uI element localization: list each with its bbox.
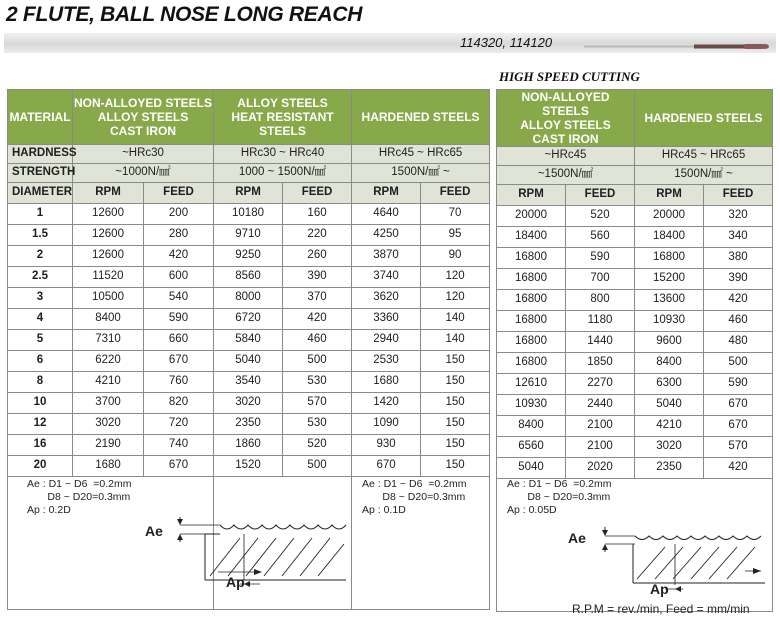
diameter-cell: 1 bbox=[8, 204, 73, 225]
rpm-cell: 16800 bbox=[497, 353, 566, 374]
feed-cell: 150 bbox=[421, 372, 490, 393]
table-row bbox=[8, 267, 490, 288]
rpm-cell: 10930 bbox=[497, 395, 566, 416]
rpm-cell: 16800 bbox=[497, 311, 566, 332]
strength-value: 1500N/㎟ ~ bbox=[635, 166, 773, 185]
rpm-cell: 2350 bbox=[635, 458, 704, 479]
machining-notes: Ae : D1 ~ D6 =0.2mm D8 ~ D20=0.3mm Ap : 0.2D bbox=[27, 478, 132, 516]
feed-cell: 90 bbox=[421, 246, 490, 267]
feed-cell: 1440 bbox=[566, 332, 635, 353]
feed-cell: 670 bbox=[144, 351, 214, 372]
feed-cell: 720 bbox=[144, 414, 214, 435]
rpm-cell: 8560 bbox=[214, 267, 283, 288]
feed-cell: 200 bbox=[144, 204, 214, 225]
feed-cell: 280 bbox=[144, 225, 214, 246]
feed-cell: 570 bbox=[704, 437, 773, 458]
rpm-cell: 18400 bbox=[635, 227, 704, 248]
feed-cell: 500 bbox=[704, 353, 773, 374]
feed-cell: 740 bbox=[144, 435, 214, 456]
hardness-value: HRc45 ~ HRc65 bbox=[635, 147, 773, 166]
feed-cell: 120 bbox=[421, 267, 490, 288]
table-row bbox=[497, 227, 773, 248]
feed-cell: 390 bbox=[283, 267, 352, 288]
ae-label: Ae bbox=[568, 530, 586, 546]
rpm-cell: 12600 bbox=[73, 225, 144, 246]
table-row bbox=[497, 437, 773, 458]
feed-cell: 500 bbox=[283, 351, 352, 372]
rpm-cell: 16800 bbox=[497, 269, 566, 290]
feed-cell: 800 bbox=[566, 290, 635, 311]
diameter-cell: 6 bbox=[8, 351, 73, 372]
rpm-cell: 16800 bbox=[497, 290, 566, 311]
rpm-cell: 2350 bbox=[214, 414, 283, 435]
feed-cell: 140 bbox=[421, 330, 490, 351]
diameter-cell: 20 bbox=[8, 456, 73, 477]
rpm-cell: 16800 bbox=[635, 248, 704, 269]
rpm-cell: 1680 bbox=[352, 372, 421, 393]
rpm-cell: 10180 bbox=[214, 204, 283, 225]
table-row bbox=[8, 351, 490, 372]
feed-cell: 570 bbox=[283, 393, 352, 414]
feed-cell: 140 bbox=[421, 309, 490, 330]
rpm-cell: 3020 bbox=[635, 437, 704, 458]
feed-cell: 260 bbox=[283, 246, 352, 267]
ap-label: Ap bbox=[226, 574, 245, 590]
feed-cell: 420 bbox=[144, 246, 214, 267]
feed-header: FEED bbox=[704, 185, 773, 206]
rpm-cell: 3620 bbox=[352, 288, 421, 309]
rpm-cell: 670 bbox=[352, 456, 421, 477]
feed-cell: 590 bbox=[144, 309, 214, 330]
feed-cell: 480 bbox=[704, 332, 773, 353]
table-row bbox=[8, 246, 490, 267]
diameter-cell: 3 bbox=[8, 288, 73, 309]
diameter-cell: 10 bbox=[8, 393, 73, 414]
rpm-cell: 6560 bbox=[497, 437, 566, 458]
feed-cell: 340 bbox=[704, 227, 773, 248]
rpm-cell: 12610 bbox=[497, 374, 566, 395]
rpm-cell: 20000 bbox=[497, 206, 566, 227]
feed-cell: 660 bbox=[144, 330, 214, 351]
rpm-header: RPM bbox=[73, 183, 144, 204]
feed-cell: 160 bbox=[283, 204, 352, 225]
table-row bbox=[497, 374, 773, 395]
rpm-cell: 15200 bbox=[635, 269, 704, 290]
feed-cell: 590 bbox=[704, 374, 773, 395]
rpm-cell: 5040 bbox=[214, 351, 283, 372]
feed-cell: 500 bbox=[283, 456, 352, 477]
rpm-cell: 7310 bbox=[73, 330, 144, 351]
table-row bbox=[8, 393, 490, 414]
strength-label: STRENGTH bbox=[8, 164, 73, 183]
hardness-value: ~HRc30 bbox=[73, 145, 214, 164]
feed-cell: 420 bbox=[704, 290, 773, 311]
diameter-cell: 2.5 bbox=[8, 267, 73, 288]
table-row bbox=[497, 458, 773, 479]
feed-cell: 2440 bbox=[566, 395, 635, 416]
feed-cell: 460 bbox=[704, 311, 773, 332]
rpm-cell: 3540 bbox=[214, 372, 283, 393]
rpm-cell: 8400 bbox=[73, 309, 144, 330]
rpm-cell: 10930 bbox=[635, 311, 704, 332]
ap-label: Ap bbox=[650, 581, 669, 597]
table-row bbox=[497, 311, 773, 332]
rpm-cell: 2940 bbox=[352, 330, 421, 351]
rpm-header: RPM bbox=[214, 183, 283, 204]
rpm-cell: 1860 bbox=[214, 435, 283, 456]
feed-cell: 420 bbox=[283, 309, 352, 330]
feed-header: FEED bbox=[283, 183, 352, 204]
rpm-cell: 1520 bbox=[214, 456, 283, 477]
rpm-cell: 16800 bbox=[497, 332, 566, 353]
diameter-cell: 1.5 bbox=[8, 225, 73, 246]
feed-cell: 670 bbox=[704, 395, 773, 416]
ball-nose-tool-image bbox=[584, 44, 770, 49]
feed-cell: 540 bbox=[144, 288, 214, 309]
strength-value: 1000 ~ 1500N/㎟ bbox=[214, 164, 352, 183]
material-group-header: HARDENED STEELS bbox=[635, 90, 773, 147]
feed-cell: 1850 bbox=[566, 353, 635, 374]
rpm-cell: 12600 bbox=[73, 204, 144, 225]
rpm-cell: 9250 bbox=[214, 246, 283, 267]
feed-cell: 150 bbox=[421, 414, 490, 435]
rpm-cell: 3870 bbox=[352, 246, 421, 267]
feed-cell: 70 bbox=[421, 204, 490, 225]
hardness-label: HARDNESS bbox=[8, 145, 73, 164]
rpm-cell: 8400 bbox=[635, 353, 704, 374]
material-group-header: NON-ALLOYED STEELS ALLOY STEELS CAST IRON bbox=[73, 90, 214, 145]
feed-cell: 670 bbox=[704, 416, 773, 437]
feed-cell: 320 bbox=[704, 206, 773, 227]
rpm-cell: 18400 bbox=[497, 227, 566, 248]
feed-cell: 2270 bbox=[566, 374, 635, 395]
feed-cell: 460 bbox=[283, 330, 352, 351]
page-title: 2 FLUTE, BALL NOSE LONG REACH bbox=[6, 3, 363, 26]
feed-cell: 530 bbox=[283, 372, 352, 393]
diameter-cell: 8 bbox=[8, 372, 73, 393]
feed-cell: 820 bbox=[144, 393, 214, 414]
strength-value: 1500N/㎟ ~ bbox=[352, 164, 490, 183]
feed-cell: 150 bbox=[421, 393, 490, 414]
rpm-cell: 9710 bbox=[214, 225, 283, 246]
table-row bbox=[497, 416, 773, 437]
material-group-header: NON-ALLOYED STEELS ALLOY STEELS CAST IRON bbox=[497, 90, 635, 147]
feed-cell: 600 bbox=[144, 267, 214, 288]
feed-cell: 150 bbox=[421, 351, 490, 372]
feed-header: FEED bbox=[144, 183, 214, 204]
rpm-cell: 5040 bbox=[635, 395, 704, 416]
feed-cell: 670 bbox=[144, 456, 214, 477]
feed-cell: 2020 bbox=[566, 458, 635, 479]
feed-cell: 590 bbox=[566, 248, 635, 269]
feed-cell: 520 bbox=[566, 206, 635, 227]
title-band bbox=[4, 33, 776, 53]
rpm-cell: 4640 bbox=[352, 204, 421, 225]
rpm-cell: 2190 bbox=[73, 435, 144, 456]
feed-cell: 760 bbox=[144, 372, 214, 393]
rpm-cell: 5040 bbox=[497, 458, 566, 479]
feed-cell: 120 bbox=[421, 288, 490, 309]
rpm-cell: 10500 bbox=[73, 288, 144, 309]
rpm-header: RPM bbox=[497, 185, 566, 206]
table-row bbox=[497, 290, 773, 311]
high-speed-label: HIGH SPEED CUTTING bbox=[499, 69, 640, 84]
rpm-cell: 4210 bbox=[73, 372, 144, 393]
rpm-cell: 13600 bbox=[635, 290, 704, 311]
machining-notes: Ae : D1 ~ D6 =0.2mm D8 ~ D20=0.3mm Ap : 0.1D bbox=[362, 478, 467, 516]
diameter-cell: 5 bbox=[8, 330, 73, 351]
rpm-cell: 1420 bbox=[352, 393, 421, 414]
diameter-header: DIAMETER bbox=[8, 183, 73, 204]
feed-header: FEED bbox=[566, 185, 635, 206]
rpm-cell: 3740 bbox=[352, 267, 421, 288]
strength-value: ~1000N/㎟ bbox=[73, 164, 214, 183]
rpm-header: RPM bbox=[635, 185, 704, 206]
diameter-cell: 4 bbox=[8, 309, 73, 330]
feed-cell: 150 bbox=[421, 435, 490, 456]
units-footer: R.P.M = rev./min, Feed = mm/min bbox=[572, 602, 750, 616]
cutting-diagram bbox=[140, 514, 350, 598]
ae-label: Ae bbox=[145, 523, 163, 539]
table-row bbox=[8, 330, 490, 351]
hardness-value: HRc45 ~ HRc65 bbox=[352, 145, 490, 164]
hardness-value: ~HRc45 bbox=[497, 147, 635, 166]
table-row bbox=[8, 225, 490, 246]
rpm-cell: 6220 bbox=[73, 351, 144, 372]
diameter-cell: 16 bbox=[8, 435, 73, 456]
rpm-cell: 12600 bbox=[73, 246, 144, 267]
table-row bbox=[497, 248, 773, 269]
table-row bbox=[497, 395, 773, 416]
rpm-cell: 20000 bbox=[635, 206, 704, 227]
rpm-cell: 5840 bbox=[214, 330, 283, 351]
feed-cell: 390 bbox=[704, 269, 773, 290]
table-row bbox=[8, 456, 490, 477]
diameter-cell: 2 bbox=[8, 246, 73, 267]
strength-value: ~1500N/㎟ bbox=[497, 166, 635, 185]
table-row bbox=[8, 414, 490, 435]
feed-cell: 700 bbox=[566, 269, 635, 290]
table-row bbox=[497, 332, 773, 353]
table-row bbox=[497, 353, 773, 374]
feed-cell: 2100 bbox=[566, 416, 635, 437]
feed-cell: 220 bbox=[283, 225, 352, 246]
feed-cell: 370 bbox=[283, 288, 352, 309]
feed-cell: 2100 bbox=[566, 437, 635, 458]
rpm-cell: 3700 bbox=[73, 393, 144, 414]
feed-cell: 420 bbox=[704, 458, 773, 479]
rpm-cell: 4250 bbox=[352, 225, 421, 246]
hardness-value: HRc30 ~ HRc40 bbox=[214, 145, 352, 164]
feed-cell: 95 bbox=[421, 225, 490, 246]
rpm-cell: 6300 bbox=[635, 374, 704, 395]
table-row bbox=[8, 204, 490, 225]
feed-cell: 380 bbox=[704, 248, 773, 269]
table-row bbox=[497, 269, 773, 290]
rpm-cell: 3360 bbox=[352, 309, 421, 330]
feed-cell: 530 bbox=[283, 414, 352, 435]
feed-cell: 1180 bbox=[566, 311, 635, 332]
rpm-cell: 9600 bbox=[635, 332, 704, 353]
feed-cell: 150 bbox=[421, 456, 490, 477]
diameter-cell: 12 bbox=[8, 414, 73, 435]
table-row bbox=[8, 372, 490, 393]
material-group-header: HARDENED STEELS bbox=[352, 90, 490, 145]
machining-notes: Ae : D1 ~ D6 =0.2mm D8 ~ D20=0.3mm Ap : 0.05D bbox=[507, 478, 612, 516]
rpm-cell: 8400 bbox=[497, 416, 566, 437]
rpm-cell: 1090 bbox=[352, 414, 421, 435]
material-group-header: ALLOY STEELS HEAT RESISTANT STEELS bbox=[214, 90, 352, 145]
material-header: MATERIAL bbox=[8, 90, 73, 145]
rpm-cell: 1680 bbox=[73, 456, 144, 477]
rpm-cell: 4210 bbox=[635, 416, 704, 437]
rpm-cell: 2530 bbox=[352, 351, 421, 372]
rpm-cell: 8000 bbox=[214, 288, 283, 309]
rpm-header: RPM bbox=[352, 183, 421, 204]
feed-cell: 520 bbox=[283, 435, 352, 456]
table-row bbox=[497, 206, 773, 227]
rpm-cell: 16800 bbox=[497, 248, 566, 269]
product-codes: 114320, 114120 bbox=[460, 35, 553, 50]
table-row bbox=[8, 288, 490, 309]
rpm-cell: 11520 bbox=[73, 267, 144, 288]
rpm-cell: 3020 bbox=[73, 414, 144, 435]
rpm-cell: 3020 bbox=[214, 393, 283, 414]
feed-cell: 560 bbox=[566, 227, 635, 248]
feed-header: FEED bbox=[421, 183, 490, 204]
table-row bbox=[8, 309, 490, 330]
table-row bbox=[8, 435, 490, 456]
rpm-cell: 6720 bbox=[214, 309, 283, 330]
rpm-cell: 930 bbox=[352, 435, 421, 456]
